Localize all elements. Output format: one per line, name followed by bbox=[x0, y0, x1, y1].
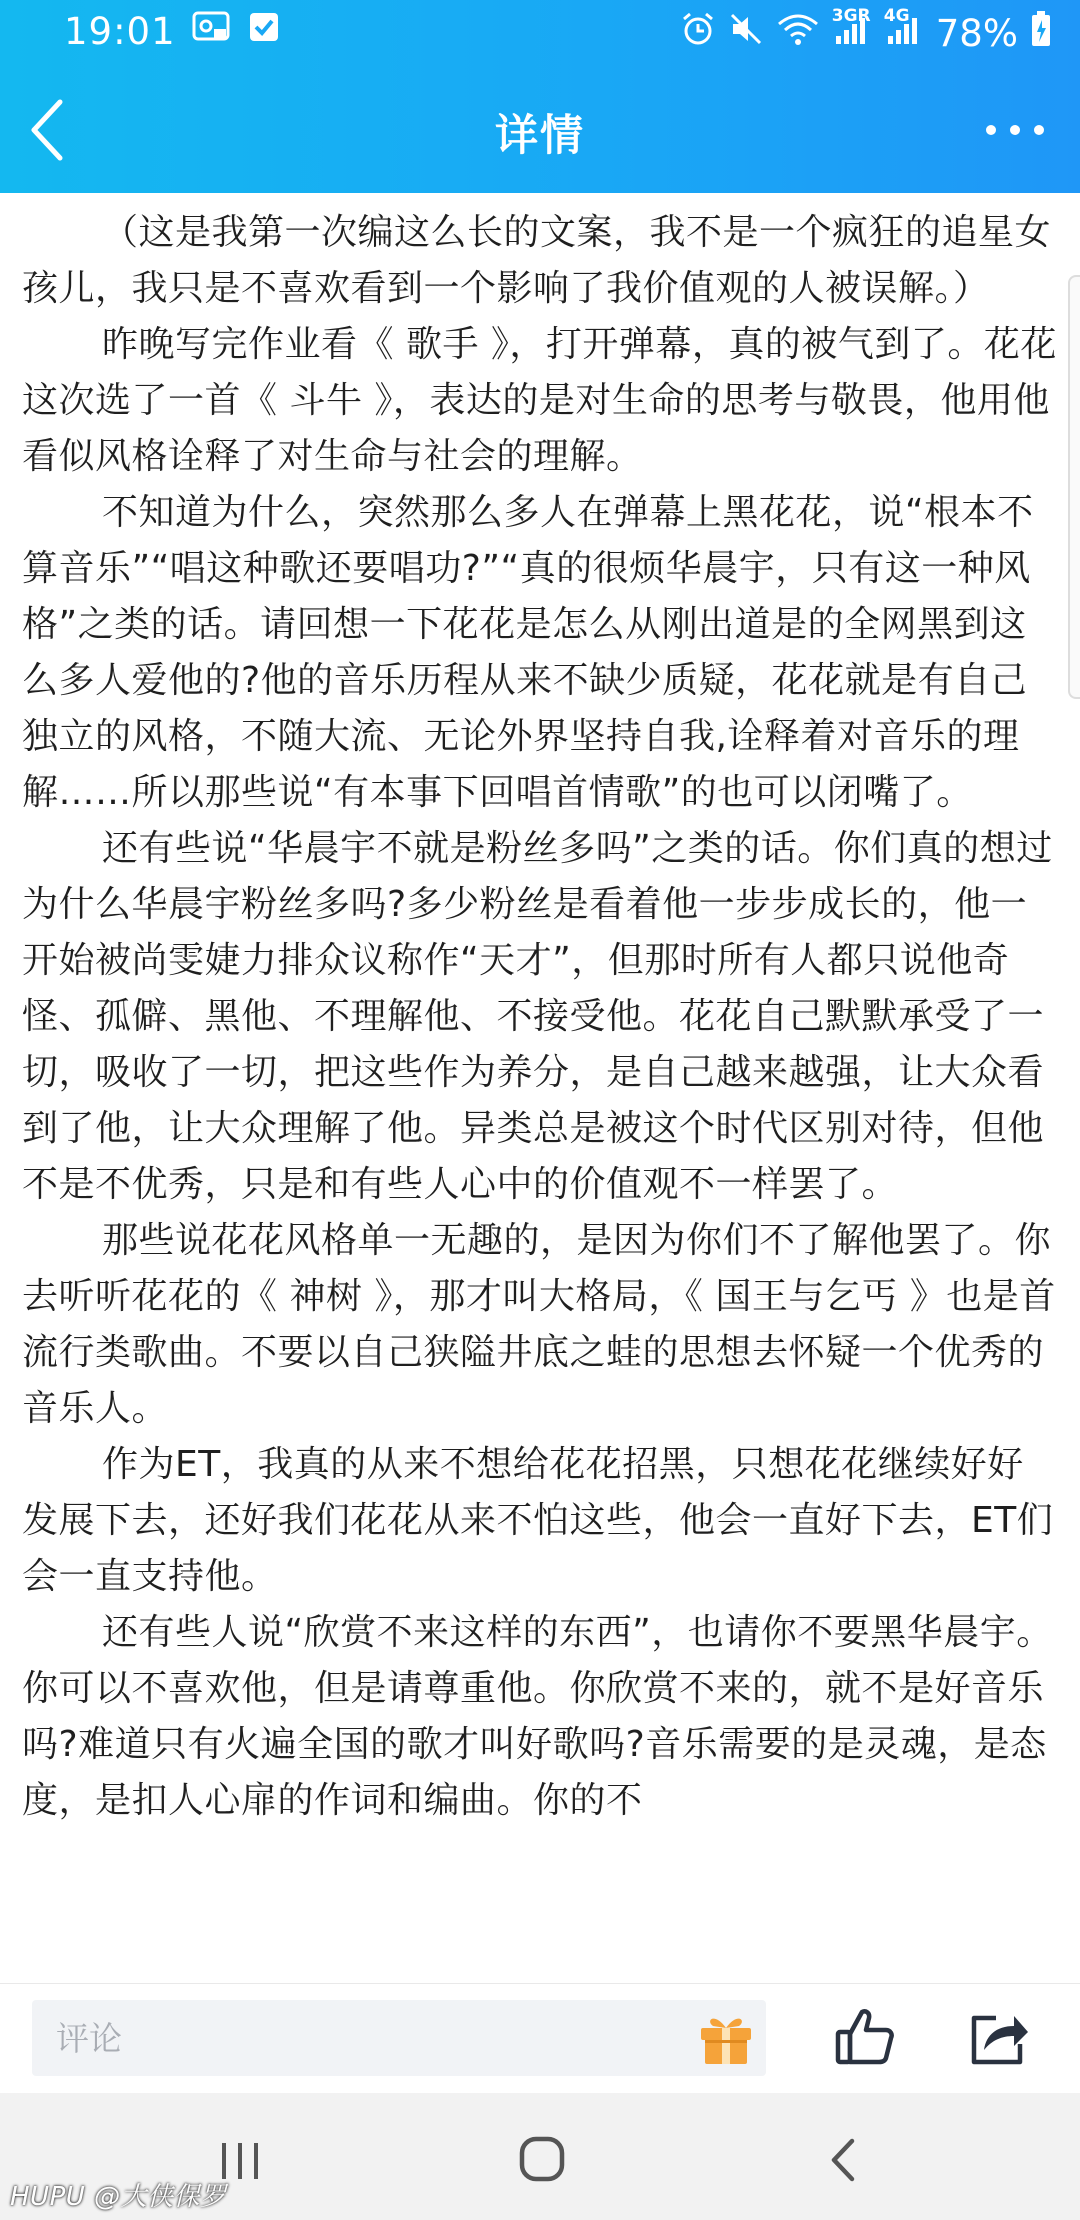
article-paragraph: 还有些说“华晨宇不就是粉丝多吗”之类的话。你们真的想过为什么华晨宇粉丝多吗?多少粉丝是看着他一步步成长的，他一开始被尚雯婕力排众议称作“天才”，但那时所有人都只说他奇怪、孤僻、黑他、不理解他、不接受他。花花自己默默承受了一切，吸收了一切，把这些作为养分，是自己越来越强，让大众看到了他，让大众理解了他。异类总是被这个时代区别对待，但他不是不优秀，只是和有些人心中的价值观不一样罢了。 bbox=[22, 828, 1053, 1205]
thumbs-up-icon bbox=[832, 2004, 898, 2070]
article-paragraph: 不知道为什么，突然那么多人在弹幕上黑花花，说“根本不算音乐”“唱这种歌还要唱功?”“真的很烦华晨宇，只有这一种风格”之类的话。请回想一下花花是怎么从刚出道是的全网黑到这么多人爱他的?他的音乐历程从来不缺少质疑，花花就是有自己独立的风格，不随大流、无论外界坚持自我,诠释着对音乐的理解……所以那些说“有本事下回唱首情歌”的也可以闭嘴了。 bbox=[22, 492, 1034, 813]
network-4g-label: 4G bbox=[883, 6, 910, 26]
home-button[interactable] bbox=[502, 2125, 582, 2195]
more-button[interactable] bbox=[970, 90, 1060, 170]
article-paragraph: 还有些人说“欣赏不来这样的东西”，也请你不要黑华晨宇。你可以不喜欢他，但是请尊重他。你欣赏不来的，就不是好音乐吗?难道只有火遍全国的歌才叫好歌吗?音乐需要的是灵魂，是态度，是扣人心扉的作词和编曲。你的不 bbox=[22, 1612, 1053, 1821]
status-left bbox=[64, 10, 280, 53]
battery-icon bbox=[1030, 10, 1052, 57]
status-time: 19:01 bbox=[64, 10, 176, 53]
article-paragraph: 那些说花花风格单一无趣的，是因为你们不了解他罢了。你去听听花花的《 神树 》，那才叫大格局，《 国王与乞丐 》也是首流行类歌曲。不要以自己狭隘井底之蛙的思想去怀疑一个优秀的音乐人。 bbox=[22, 1220, 1056, 1429]
app-header bbox=[0, 0, 1080, 193]
alarm-icon bbox=[680, 11, 716, 56]
gift-button[interactable] bbox=[695, 2006, 757, 2068]
article-body bbox=[0, 205, 1080, 1829]
article-paragraph: 昨晚写完作业看《 歌手 》，打开弹幕，真的被气到了。花花这次选了一首《 斗牛 》，表达的是对生命的思考与敬畏，他用他看似风格诠释了对生命与社会的理解。 bbox=[22, 324, 1057, 477]
comment-bar bbox=[0, 1983, 1080, 2094]
more-dots-icon bbox=[970, 90, 1060, 170]
back-arrow-icon bbox=[804, 2125, 884, 2195]
share-button[interactable] bbox=[966, 2004, 1032, 2070]
page-title: 详情 bbox=[495, 111, 585, 161]
article-content[interactable] bbox=[0, 195, 1080, 1983]
wifi-icon bbox=[776, 12, 820, 55]
mute-icon bbox=[728, 11, 764, 56]
like-button[interactable] bbox=[832, 2004, 898, 2070]
scroll-handle[interactable] bbox=[1068, 275, 1080, 699]
back-system-button[interactable] bbox=[804, 2125, 884, 2195]
home-icon bbox=[502, 2125, 582, 2195]
share-icon bbox=[966, 2004, 1032, 2070]
status-bar bbox=[0, 0, 1080, 64]
comment-input[interactable] bbox=[32, 2000, 766, 2076]
battery-percent: 78% bbox=[935, 12, 1018, 55]
gift-icon bbox=[695, 2006, 757, 2068]
article-paragraph: 作为ET，我真的从来不想给花花招黑，只想花花继续好好发展下去，还好我们花花从来不怕这些，他会一直好下去，ET们会一直支持他。 bbox=[22, 1444, 1054, 1597]
check-icon bbox=[248, 11, 280, 52]
network-3g-label: 3GR bbox=[831, 6, 871, 26]
status-right bbox=[680, 6, 1052, 57]
vpn-icon bbox=[192, 10, 232, 53]
article-paragraph: （这是我第一次编这么长的文案，我不是一个疯狂的追星女孩儿，我只是不喜欢看到一个影响了我价值观的人被误解。） bbox=[22, 212, 1052, 309]
nav-bar bbox=[0, 64, 1080, 193]
watermark: HUPU @大侠保罗 bbox=[10, 2182, 227, 2212]
signal-4g-icon bbox=[883, 6, 924, 55]
signal-3g-icon bbox=[831, 6, 872, 55]
